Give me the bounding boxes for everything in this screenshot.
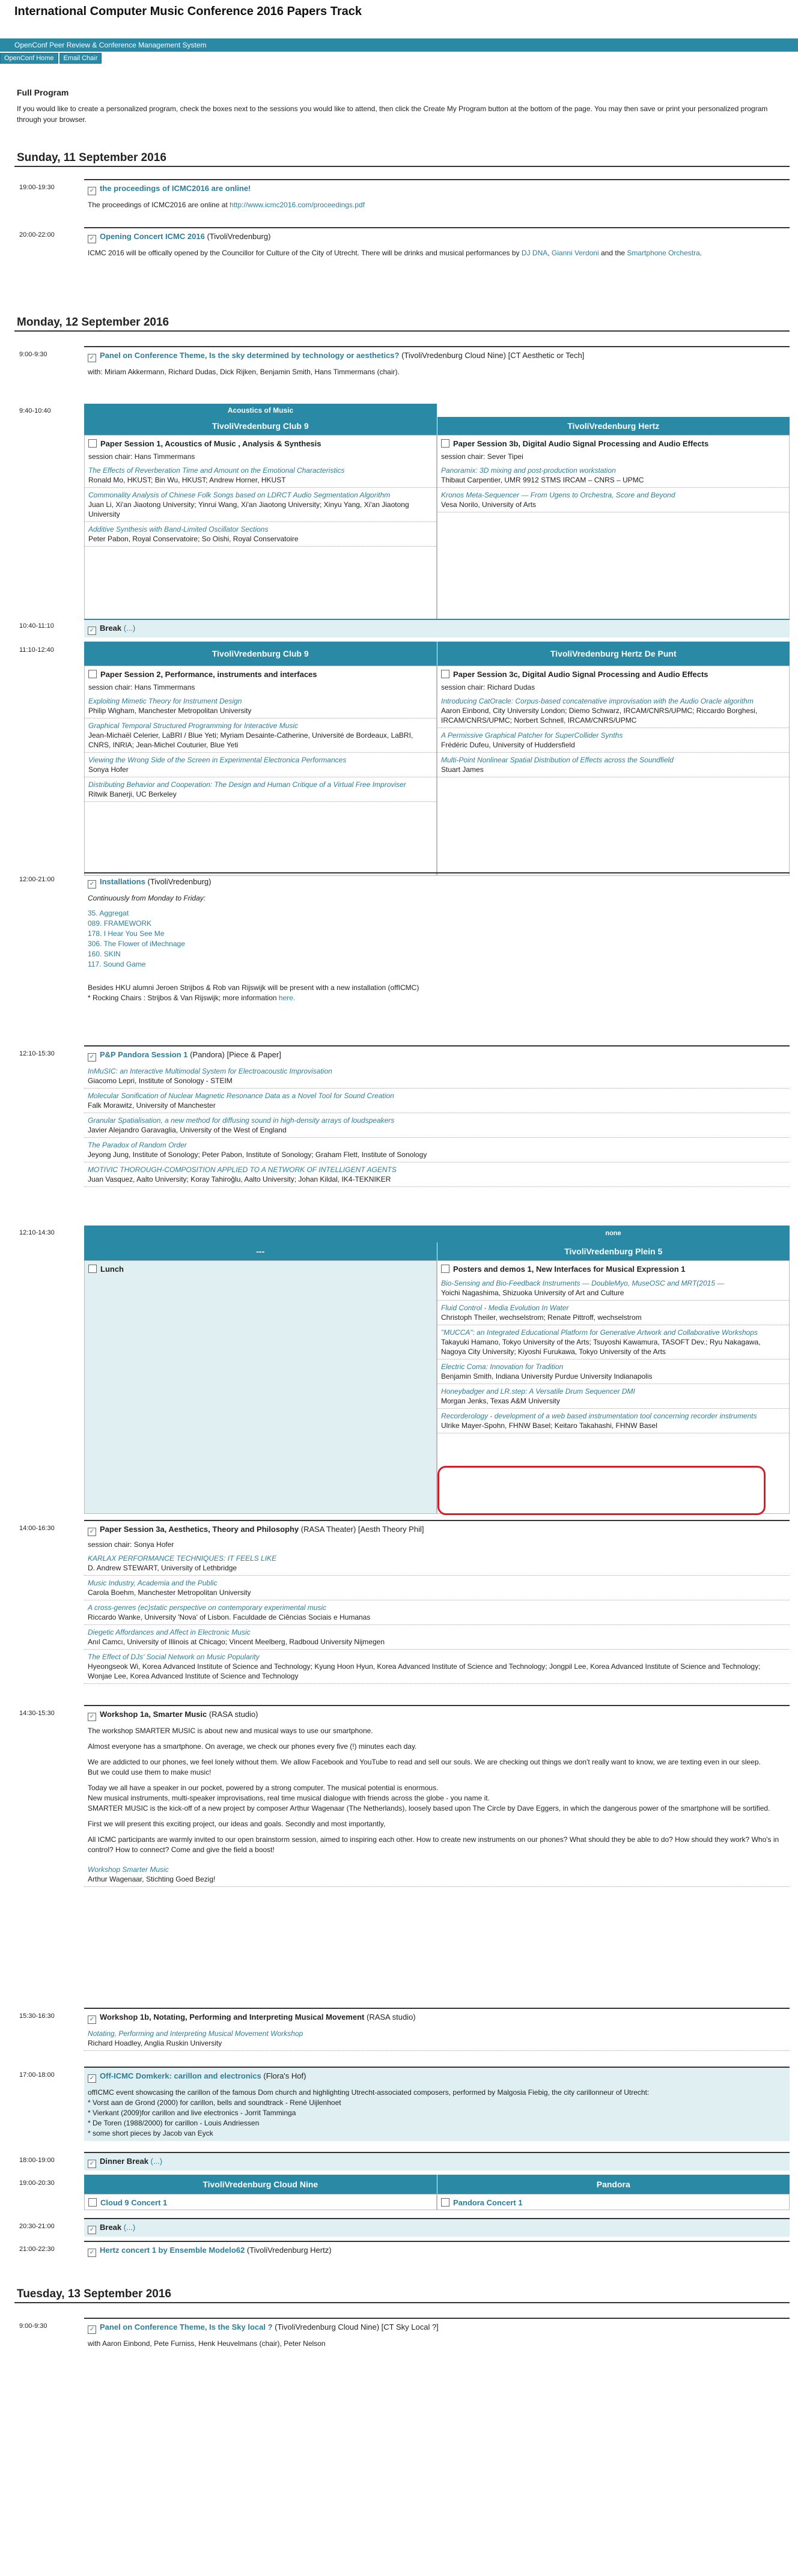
session-chair: session chair: Sonya Hofer [88,1540,174,1549]
workshop-text: First we will present this exciting project, our ideas and goals. Secondly and most importantly, [88,1820,386,1828]
paper-title-link[interactable]: "MUCCA": an Integrated Educational Platform for Generative Artwork and Collaborative Workshops [441,1328,758,1337]
event-text: * De Toren (1988/2000) for carillon - Louis Andriessen [88,2119,260,2127]
event-text: * Vierkant (2009)for carillon and live electronics - Jorrit Tamminga [88,2109,296,2117]
session-location: (RASA Theater) [Aesth Theory Phil] [300,1525,424,1534]
session-panel [84,2318,790,2351]
venue-header: TivoliVredenburg Hertz De Punt [437,642,790,666]
session-ps3a [84,1520,790,1684]
paper-title-link[interactable]: Viewing the Wrong Side of the Screen in Experimental Electronica Performances [88,756,347,764]
performer-link[interactable]: Smartphone Orchestra [627,249,700,257]
workshop-text: SMARTER MUSIC is the kick-off of a new project by composer Arthur Wagenaar (The Netherlands), loosely based upon The Circle by Dave Eggers, in which the dangerous power of the smartphone will be sortified. [88,1804,770,1812]
session-checkbox[interactable]: ✓ [88,2249,96,2257]
session-chair: session chair: Hans Timmermans [88,452,195,461]
session-location: (TivoliVredenburg) [207,232,271,241]
full-program-intro: If you would like to create a personalized program, check the boxes next to the sessions you would like to attend, then click the Create My Program button at the bottom of the page. You may then save or print your personalized program through your browser. [17,105,768,124]
session-time: 21:00-22:30 [19,2246,55,2253]
session-checkbox[interactable]: ✓ [88,2074,96,2083]
paper-title-link[interactable]: Distributing Behavior and Cooperation: The Design and Human Critique of a Virtual Free Improviser [88,780,406,789]
body-text: and the [601,249,626,257]
paper-authors: Takayuki Hamano, Tokyo University of the Arts; Tsuyoshi Kawamura, TASOFT Dev.; Ryu Nakagawa, Nagoya City University; Kiyoshi Furukawa, Tokyo University of the Arts [441,1338,761,1356]
paper-title-link[interactable]: A Permissive Graphical Patcher for SuperCollider Synths [441,731,623,740]
paper-authors: Aaron Einbond, City University London; Diemo Schwarz, IRCAM/CNRS/UPMC; Riccardo Borghesi, IRCAM/CNRS/UPMC; Norbert Schnell, IRCAM/CNRS/UPMC [441,706,758,724]
paper-title-link[interactable]: Exploiting Mimetic Theory for Instrument Design [88,697,242,705]
day-heading-monday: Monday, 12 September 2016 [17,316,169,329]
workshop-text: All ICMC participants are warmly invited to our open brainstorm session, aimed to inspiring each other. How to create new instruments on our phones? What should they be able to do? How should they work? Who's in control? How to connect? Come and give the field a boost! [88,1835,779,1854]
session-time: 18:00-19:00 [19,2157,55,2164]
session-checkbox[interactable] [88,1265,97,1273]
parallel-block-1 [84,404,790,631]
paper-title-link[interactable]: Molecular Sonification of Nuclear Magnetic Resonance Data as a Novel Tool for Sound Creation [88,1092,394,1100]
group-header: Acoustics of Music [84,404,437,417]
session-chair: session chair: Richard Dudas [441,683,535,691]
session-checkbox[interactable]: ✓ [88,1053,96,1062]
paper-authors: Philip Wigham, Manchester Metropolitan University [88,706,252,715]
paper-title-link[interactable]: Panoramix: 3D mixing and post-production workstation [441,466,616,475]
session-time: 17:00-18:00 [19,2071,55,2079]
session-location: (TivoliVredenburg Cloud Nine) [CT Aesthetic or Tech] [401,351,585,360]
session-title-link[interactable]: P&P Pandora Session 1 [100,1050,188,1059]
session-title: Paper Session 3c, Digital Audio Signal Processing and Audio Effects [453,670,708,679]
nav-row [0,53,102,64]
session-title-link[interactable]: Cloud 9 Concert 1 [100,2198,168,2207]
session-body: with: Miriam Akkermann, Richard Dudas, Dick Rijken, Benjamin Smith, Hans Timmermans (chair). [88,368,400,376]
session-title: Dinner Break [100,2157,148,2166]
session-title: Posters and demos 1, New Interfaces for Musical Expression 1 [453,1265,686,1274]
session-more-link[interactable]: (...) [123,2223,136,2232]
nav-email-chair-button[interactable]: Email Chair [59,53,102,64]
session-title-link[interactable]: Installations [100,877,145,886]
session-title-link[interactable]: Panel on Conference Theme, Is the sky determined by technology or aesthetics? [100,351,400,360]
session-title-link[interactable]: the proceedings of ICMC2016 are online! [100,184,251,193]
installation-note: Besides HKU alumni Jeroen Strijbos & Rob van Rijswijk will be present with a new installation (offICMC) [88,983,419,992]
paper-title-link[interactable]: Recorderology - development of a web based instrumentation tool concerning recorder instruments [441,1412,757,1420]
session-title: Workshop 1b, Notating, Performing and Interpreting Musical Movement [100,2012,365,2022]
session-proceedings [84,179,790,213]
session-time: 19:00-20:30 [19,2180,55,2187]
session-checkbox[interactable] [441,670,449,678]
paper-title-link[interactable]: Notating, Performing and Interpreting Musical Movement Workshop [88,2029,303,2038]
session-note: Continuously from Monday to Friday: [88,894,206,902]
workshop-text: But we could use them to make music! [88,1768,212,1776]
session-ws1b [84,2008,790,2051]
session-ws1a [84,1705,790,1887]
session-opening-concert: ✓ Opening Concert ICMC 2016 (TivoliVredenburg) ICMC 2016 will be offically opened by the Councillor for Culture of the City of Utrecht. There will be drinks and musical performances by DJ DNA, Gianni Verdoni and the Smartphone Orchestra. [84,227,790,261]
workshop-text: We are addicted to our phones, we feel lonely without them. We allow Facebook and YouTube to read and sell our souls. We are checking out things we don't really want to know, we are texting even in our sleep. [88,1758,761,1766]
session-location: (TivoliVredenburg) [147,877,212,886]
workshop-text: Today we all have a speaker in our pocket, powered by a strong computer. The musical potential is enormous. [88,1784,439,1792]
paper-title-link[interactable]: Diegetic Affordances and Affect in Electronic Music [88,1628,251,1636]
installation-link[interactable]: 160. SKIN [88,950,121,958]
installation-link[interactable]: 178. I Hear You See Me [88,929,165,938]
paper-authors: Javier Alejandro Garavaglia, University of the West of England [88,1126,287,1134]
session-dinner [84,2152,790,2170]
paper-authors: Jean-Michaël Celerier, LaBRI / Blue Yeti; Myriam Desainte-Catherine, Université de Bordeaux, LaBRI, CNRS, INRIA; Jean-Michel Couturier, Blue Yeti [88,731,413,749]
installation-note: * Rocking Chairs : Strijbos & Van Rijswijk; more information [88,994,277,1002]
paper-authors: Richard Hoadley, Anglia Ruskin University [88,2039,222,2047]
session-location: (RASA studio) [209,1710,258,1719]
session-time: 14:00-16:30 [19,1525,55,1532]
session-title-link[interactable]: Panel on Conference Theme, Is the Sky local ? [100,2322,273,2331]
session-panel [84,346,790,380]
paper-title-link[interactable]: Fluid Control - Media Evolution In Water [441,1304,569,1312]
venue-header: TivoliVredenburg Club 9 [84,642,437,666]
group-header: none [437,1226,790,1242]
session-title-link[interactable]: Pandora Concert 1 [453,2198,523,2207]
paper-title-link[interactable]: Music Industry, Academia and the Public [88,1579,218,1587]
venue-header: Pandora [437,2175,790,2194]
session-title-link[interactable]: Hertz concert 1 by Ensemble Modelo62 [100,2246,245,2255]
session-break [84,619,790,637]
session-location: (Flora's Hof) [263,2071,306,2080]
session-more-link[interactable]: (...) [150,2157,163,2166]
session-location: (TivoliVredenburg Hertz) [246,2246,332,2255]
performer-link[interactable]: DJ DNA [521,249,548,257]
session-checkbox[interactable]: ✓ [88,2160,96,2168]
full-program-heading: Full Program [17,88,69,97]
paper-title-link[interactable]: The Effects of Reverberation Time and Amount on the Emotional Characteristics [88,466,345,475]
system-subtitle: OpenConf Peer Review & Conference Management System [14,41,207,49]
paper-authors: Stuart James [441,765,484,774]
paper-title-link[interactable]: KARLAX PERFORMANCE TECHNIQUES: IT FEELS LIKE [88,1554,277,1563]
paper-title-link[interactable]: Additive Synthesis with Band-Limited Oscillator Sections [88,525,269,533]
session-body: with Aaron Einbond, Pete Furniss, Henk Heuvelmans (chair), Peter Nelson [88,2339,326,2348]
session-checkbox[interactable] [441,2198,449,2207]
venue-header: TivoliVredenburg Club 9 [84,417,437,435]
session-time: 15:30-16:30 [19,2012,55,2020]
session-hertz-concert [84,2241,790,2259]
session-chair: session chair: Hans Timmermans [88,683,195,691]
session-checkbox[interactable] [88,439,97,448]
session-checkbox[interactable] [441,1265,449,1273]
body-text: . [699,249,702,257]
installation-list [84,906,790,972]
session-checkbox[interactable]: ✓ [88,235,96,243]
session-title: Paper Session 3a, Aesthetics, Theory and Philosophy [100,1525,299,1534]
installation-link[interactable]: 35. Aggregat [88,909,129,917]
session-chair: session chair: Sever Tipei [441,452,523,461]
paper-authors: Vesa Norilo, University of Arts [441,500,537,509]
paper-authors: Morgan Jenks, Texas A&M University [441,1397,560,1405]
paper-authors: Christoph Theiler, wechselstrom; Renate Pittroff, wechselstrom [441,1313,642,1322]
day-heading-sunday: Sunday, 11 September 2016 [17,151,166,164]
venue-header: TivoliVredenburg Plein 5 [437,1242,790,1260]
session-time: 9:00-9:30 [19,2322,47,2330]
venue-header: TivoliVredenburg Cloud Nine [84,2175,437,2194]
session-time: 20:00-22:00 [19,231,55,238]
paper-authors: Anıl Camcı, University of Illinois at Chicago; Vincent Meelberg, Radboud University Nijmegen [88,1638,385,1646]
paper-title-link[interactable]: InMuSIC: an Interactive Multimodal System for Electroacoustic Improvisation [88,1067,332,1075]
paper-title-link[interactable]: A cross-genres (ec)static perspective on contemporary experimental music [88,1603,327,1612]
session-time: 20:30-21:00 [19,2223,55,2230]
paper-authors: Thibaut Carpentier, UMR 9912 STMS IRCAM – CNRS – UPMC [441,476,644,484]
session-location: (RASA studio) [366,2012,416,2022]
session-time: 19:00-19:30 [19,184,55,191]
paper-title-link[interactable]: Honeybadger and LR.step: A Versatile Drum Sequencer DMI [441,1387,635,1396]
event-text: * some short pieces by Jacob van Eyck [88,2129,213,2137]
session-body: The proceedings of ICMC2016 are online at [88,201,228,209]
paper-authors: Giacomo Lepri, Institute of Sonology - STEIM [88,1077,233,1085]
paper-authors: Yoichi Nagashima, Shizuoka University of Art and Culture [441,1289,624,1297]
session-checkbox[interactable] [88,2198,97,2207]
highlight-annotation [437,1466,766,1515]
paper-authors: Jeyong Jung, Institute of Sonology; Peter Pabon, Institute of Sonology; Graham Flett, Institute of Sonology [88,1150,427,1159]
event-text: * Vorst aan de Grond (2000) for carillon, bells and soundtrack - René Uijlenhoet [88,2098,341,2107]
paper-authors: Ulrike Mayer-Spohn, FHNW Basel; Keitaro Takahashi, FHNW Basel [441,1421,657,1430]
session-checkbox[interactable]: ✓ [88,627,96,635]
session-checkbox[interactable]: ✓ [88,187,96,195]
paper-authors: Peter Pabon, Royal Conservatoire; So Oishi, Royal Conservatoire [88,535,299,543]
day-heading-tuesday: Tuesday, 13 September 2016 [17,2288,171,2300]
paper-authors: Riccardo Wanke, University 'Nova' of Lisbon. Faculdade de Ciências Sociais e Humanas [88,1613,371,1621]
divider [14,330,790,332]
top-bar [0,38,798,52]
page-title: International Computer Music Conference 2016 Papers Track [14,5,362,18]
paper-title-link[interactable]: The Paradox of Random Order [88,1141,187,1149]
workshop-text: The workshop SMARTER MUSIC is about new and musical ways to use our smartphone. [88,1727,373,1735]
session-break [84,2218,790,2237]
session-title: Paper Session 1, Acoustics of Music , Analysis & Synthesis [100,439,321,448]
session-checkbox[interactable]: ✓ [88,2016,96,2024]
more-info-link[interactable]: here. [278,994,296,1002]
parallel-block-4 [84,2175,790,2210]
paper-title-link[interactable]: Commonality Analysis of Chinese Folk Songs based on LDRCT Audio Segmentation Algorithm [88,491,391,499]
divider [14,2302,790,2303]
session-time: 12:00-21:00 [19,876,55,883]
parallel-block-2 [84,642,790,876]
installation-link[interactable]: 117. Sound Game [88,960,146,968]
session-checkbox[interactable]: ✓ [88,2325,96,2334]
session-title-link[interactable]: Opening Concert ICMC 2016 [100,232,205,241]
event-text: offICMC event showcasing the carillon of the famous Dom church and highlighting Utrecht-associated composers, performed by Malgosia Fiebig, the city carillonneur of Utrecht: [88,2088,650,2097]
paper-title-link[interactable]: Electric Coma: Innovation for Tradition [441,1362,564,1371]
installation-link[interactable]: 089. FRAMEWORK [88,919,152,928]
paper-authors: Juan Li, Xi'an Jiaotong University; Yinrui Wang, Xi'an Jiaotong University; Xinyu Yang, Xi'an Jiaotong University [88,500,409,518]
session-time: 9:40-10:40 [19,407,51,415]
session-checkbox[interactable]: ✓ [88,880,96,889]
paper-title-link[interactable]: Introducing CatOracle: Corpus-based concatenative improvisation with the Audio Oracle algorithm [441,697,754,705]
session-title: Lunch [100,1265,124,1274]
session-title-link[interactable]: Off-ICMC Domkerk: carillon and electronics [100,2071,261,2080]
paper-title-link[interactable]: Bio-Sensing and Bio-Feedback Instruments — DoubleMyo, MuseOSC and MRT(2015 — [441,1279,725,1287]
session-checkbox[interactable]: ✓ [88,354,96,362]
session-location: (Pandora) [Piece & Paper] [190,1050,281,1059]
paper-authors: Sonya Hofer [88,765,129,774]
session-title: Break [100,624,122,633]
session-title: Paper Session 3b, Digital Audio Signal Processing and Audio Effects [453,439,709,448]
workshop-text: New musical instruments, multi-speaker improvisations, real time musical dialogue with friends across the globe - you name it. [88,1794,490,1802]
venue-header: TivoliVredenburg Hertz [437,417,790,435]
paper-authors: Ritwik Banerji, UC Berkeley [88,790,177,798]
paper-authors: Juan Vasquez, Aalto University; Koray Tahiroğlu, Aalto University; Johan Kildal, IK4-TEKNIKER [88,1175,391,1183]
session-time: 14:30-15:30 [19,1710,55,1717]
session-time: 11:10-12:40 [19,646,54,654]
paper-title-link[interactable]: The Effect of DJs' Social Network on Music Popularity [88,1653,260,1661]
session-installations [84,872,790,1006]
paper-authors: Falk Morawitz, University of Manchester [88,1101,216,1110]
session-off-icmc [84,2067,790,2141]
performer-link[interactable]: Gianni Verdoni [551,249,599,257]
paper-authors: Arthur Wagenaar, Stichting Goed Bezig! [88,1875,216,1883]
workshop-text: Almost everyone has a smartphone. On average, we check our phones every five (!) minutes each day. [88,1742,417,1751]
paper-title-link[interactable]: Multi-Point Nonlinear Spatial Distribution of Effects across the Soundfield [441,756,674,764]
session-checkbox[interactable] [88,670,97,678]
nav-openconf-home-button[interactable]: OpenConf Home [0,53,58,64]
proceedings-link[interactable]: http://www.icmc2016.com/proceedings.pdf [230,201,365,209]
session-body: ICMC 2016 will be offically opened by the Councillor for Culture of the City of Utrecht. There will be drinks and musical performances by [88,249,520,257]
paper-authors: Frédéric Dufeu, University of Huddersfield [441,741,575,749]
session-time: 10:40-11:10 [19,622,54,630]
session-title: Workshop 1a, Smarter Music [100,1710,207,1719]
session-title: Paper Session 2, Performance, instruments and interfaces [100,670,317,679]
session-title: Break [100,2223,122,2232]
session-pp1 [84,1045,790,1187]
paper-title-link[interactable]: Granular Spatialisation, a new method for diffusing sound in high-density arrays of loudspeakers [88,1116,395,1125]
session-time: 9:00-9:30 [19,351,47,358]
session-time: 12:10-15:30 [19,1050,55,1057]
session-time: 12:10-14:30 [19,1229,55,1236]
paper-authors: Benjamin Smith, Indiana University Purdue University Indianapolis [441,1372,653,1381]
installation-link[interactable]: 306. The Flower of iMechnage [88,940,185,948]
paper-title-link[interactable]: Kronos Meta-Sequencer — From Ugens to Orchestra, Score and Beyond [441,491,675,499]
venue-header: --- [84,1242,437,1260]
paper-authors: Hyeongseok Wi, Korea Advanced Institute of Science and Technology; Kyung Hoon Hyun, Korea Advanced Institute of Science and Technology; Jongpil Lee, Korea Advanced Institute of Science and Technology; Wonjae Lee, Korea Advanced Institute of Science and Technology [88,1662,761,1680]
paper-authors: Carola Boehm, Manchester Metropolitan University [88,1588,251,1597]
paper-authors: Ronald Mo, HKUST; Bin Wu, HKUST; Andrew Horner, HKUST [88,476,286,484]
paper-title-link[interactable]: Graphical Temporal Structured Programming for Interactive Music [88,721,299,730]
session-checkbox[interactable]: ✓ [88,1528,96,1536]
session-checkbox[interactable]: ✓ [88,2226,96,2234]
paper-title-link[interactable]: MOTIVIC THOROUGH-COMPOSITION APPLIED TO A NETWORK OF INTELLIGENT AGENTS [88,1165,397,1174]
paper-authors: D. Andrew STEWART, University of Lethbridge [88,1564,237,1572]
divider [14,166,790,167]
session-more-link[interactable]: (...) [123,624,136,633]
session-checkbox[interactable]: ✓ [88,1713,96,1721]
paper-title-link[interactable]: Workshop Smarter Music [88,1865,169,1874]
session-checkbox[interactable] [441,439,449,448]
session-location: (TivoliVredenburg Cloud Nine) [CT Sky Local ?] [275,2322,439,2331]
